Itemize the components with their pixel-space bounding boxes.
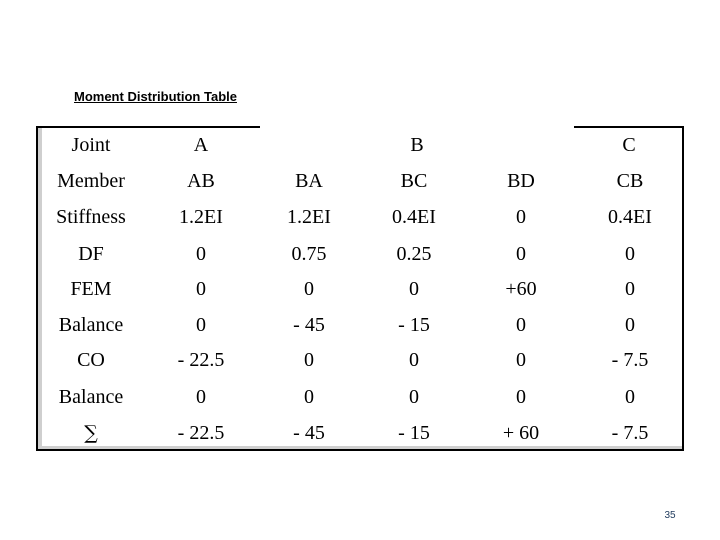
table-cell: 0 <box>304 349 314 371</box>
table-cell: 0 <box>516 314 526 336</box>
table-cell: 0 <box>516 243 526 265</box>
table-cell: 0 <box>625 314 635 336</box>
table-cell: CB <box>616 170 644 192</box>
table-cell: 0 <box>196 386 206 408</box>
table-cell: - 22.5 <box>177 422 225 444</box>
table-cell: 0 <box>409 278 419 300</box>
table-cell: 0.75 <box>291 243 327 265</box>
table-cell: 1.2EI <box>287 206 331 228</box>
joint-row-label: Joint <box>71 134 111 156</box>
row-label-sum: ∑ <box>84 422 98 444</box>
row-label-df: DF <box>78 243 104 265</box>
table-border-gap <box>260 126 574 130</box>
table-cell: 0 <box>409 349 419 371</box>
table-cell: - 15 <box>398 422 430 444</box>
row-label-fem: FEM <box>70 278 112 300</box>
table-cell: - 45 <box>293 314 325 336</box>
table-cell: 0.4EI <box>608 206 652 228</box>
table-cell: 0 <box>304 278 314 300</box>
table-cell: 0 <box>196 278 206 300</box>
table-cell: + 60 <box>502 422 540 444</box>
table-cell: - 7.5 <box>611 349 649 371</box>
table-cell: - 15 <box>398 314 430 336</box>
table-cell: 0 <box>196 243 206 265</box>
table-cell: 0.4EI <box>392 206 436 228</box>
row-label-member: Member <box>57 170 125 192</box>
table-cell: 0 <box>625 243 635 265</box>
table-cell: 0 <box>625 386 635 408</box>
page-number: 35 <box>664 510 676 521</box>
row-label-balance: Balance <box>58 314 124 336</box>
table-cell: - 7.5 <box>611 422 649 444</box>
table-cell: 0 <box>304 386 314 408</box>
joint-b-header: B <box>410 134 424 156</box>
table-cell: - 45 <box>293 422 325 444</box>
table-cell: +60 <box>505 278 537 300</box>
table-cell: 0 <box>516 386 526 408</box>
table-cell: 0 <box>625 278 635 300</box>
row-label-stiffness: Stiffness <box>56 206 126 228</box>
row-label-balance: Balance <box>58 386 124 408</box>
table-cell: BC <box>400 170 428 192</box>
table-cell: 0 <box>409 386 419 408</box>
table-cell: AB <box>187 170 215 192</box>
table-cell: 0.25 <box>396 243 432 265</box>
page-title: Moment Distribution Table <box>74 89 237 104</box>
table-cell: BD <box>507 170 535 192</box>
row-label-co: CO <box>77 349 105 371</box>
joint-a-header: A <box>193 134 209 156</box>
table-cell: 0 <box>516 206 526 228</box>
table-cell: - 22.5 <box>177 349 225 371</box>
table-cell: 1.2EI <box>179 206 223 228</box>
table-cell: 0 <box>516 349 526 371</box>
table-cell: BA <box>295 170 323 192</box>
table-cell: 0 <box>196 314 206 336</box>
joint-c-header: C <box>622 134 636 156</box>
